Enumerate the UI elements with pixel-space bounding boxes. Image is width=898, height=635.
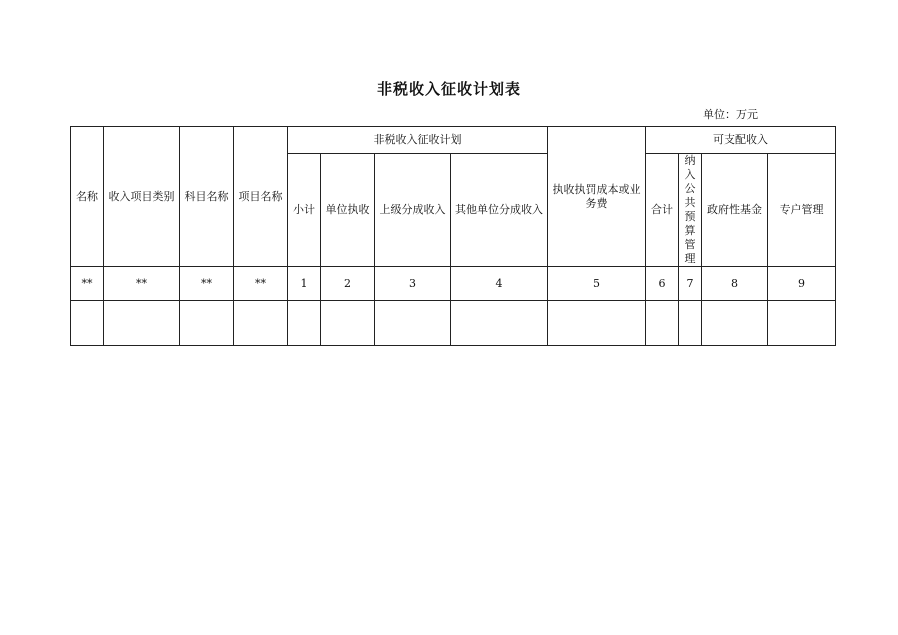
code-cell: ** [180,267,234,301]
header-upper-share: 上级分成收入 [375,154,451,267]
empty-cell [548,301,646,346]
code-cell: 4 [451,267,548,301]
header-item: 项目名称 [234,127,288,267]
empty-data-row [71,301,836,346]
code-cell: 6 [646,267,679,301]
header-budget-mgmt [679,154,702,267]
header-name: 名称 [71,127,104,267]
header-subtotal: 小计 [288,154,321,267]
code-cell: ** [104,267,180,301]
code-cell: 7 [679,267,702,301]
code-cell: 1 [288,267,321,301]
header-category: 收入项目类别 [104,127,180,267]
empty-cell [71,301,104,346]
code-cell: ** [71,267,104,301]
page-title: 非税收入征收计划表 [376,80,521,98]
code-row [71,267,836,301]
header-disposable-group: 可支配收入 [646,127,836,154]
header-total: 合计 [646,154,679,267]
header-subject: 科目名称 [180,127,234,267]
header-gov-fund: 政府性基金 [702,154,768,267]
revenue-plan-table [70,126,836,346]
code-cell: 5 [548,267,646,301]
empty-cell [288,301,321,346]
header-row-1 [71,127,836,154]
code-cell: 9 [768,267,836,301]
header-plan-group: 非税收入征收计划 [288,127,548,154]
empty-cell [702,301,768,346]
empty-cell [104,301,180,346]
header-unit-collect: 单位执收 [321,154,375,267]
empty-cell [321,301,375,346]
code-cell: 2 [321,267,375,301]
empty-cell [234,301,288,346]
code-cell: ** [234,267,288,301]
empty-cell [768,301,836,346]
header-budget-mgmt-text: 纳 入 公 共 预 算 管 理 [684,154,696,265]
empty-cell [646,301,679,346]
empty-cell [451,301,548,346]
header-penalty-cost: 执收执罚成本或业务费 [548,127,646,267]
header-special-account: 专户管理 [768,154,836,267]
code-cell: 8 [702,267,768,301]
code-cell: 3 [375,267,451,301]
empty-cell [679,301,702,346]
unit-label: 单位：万元 [703,108,758,121]
header-other-share: 其他单位分成收入 [451,154,548,267]
empty-cell [375,301,451,346]
empty-cell [180,301,234,346]
